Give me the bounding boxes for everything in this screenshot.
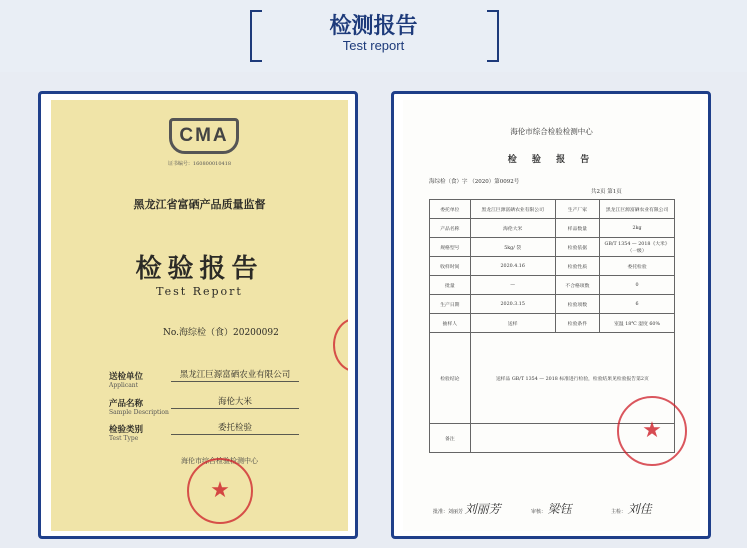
table-label-cell: 检验条件 [555,314,599,333]
certificate-title-en: Test Report [156,285,243,298]
table-value-cell: 黑龙江巨源富硒农业有限公司 [600,200,675,219]
table-label-cell: 收样时间 [430,257,471,276]
table-label-cell: 规格型号 [430,238,471,257]
report-number: 海综检（食）字 （2020）第0092号 [429,179,520,185]
approver-signature [433,500,501,517]
table-label-cell: 批量 [430,276,471,295]
certificate-cover [51,100,348,531]
red-seal-stamp [187,458,253,524]
section-subtitle: Test report [342,38,405,53]
field-label-product-en: Sample Description [109,409,169,416]
issuing-bureau: 黑龙江省富硒产品质量监督 [133,198,266,211]
inspector-sig: 刘佳 [627,502,652,516]
table-value-cell: 海伦大米 [470,219,555,238]
conclusion-text: 送样品 GB/T 1354 — 2018 标准进行检验，检验结果见检验报告第2页 [470,333,674,424]
table-value-cell: 委托检验 [600,257,675,276]
field-label-test-type-en: Test Type [109,435,139,442]
table-label-cell: 检验性质 [555,257,599,276]
section-title: 检测报告 [329,14,418,39]
seal-star-icon: ★ [642,418,662,443]
red-seal-edge [333,318,348,372]
remark-label: 备注 [430,424,471,453]
table-label-cell: 抽样人 [430,314,471,333]
cma-logo: CMA [169,118,239,154]
seal-star-icon: ★ [210,478,230,503]
report-panel [391,91,711,539]
table-row [430,314,675,333]
field-value-applicant: 黑龙江巨源富硒农业有限公司 [171,368,299,382]
field-value-test-type: 委托检验 [171,421,299,435]
reviewer-label: 审核： [531,509,547,515]
approver-sig: 刘丽芳 [464,502,501,516]
table-value-cell: GB/T 1354 — 2018《大米》（一级） [600,238,675,257]
reviewer-signature [531,500,572,517]
table-label-cell: 生产日期 [430,295,471,314]
table-label-cell: 产品名称 [430,219,471,238]
certificate-number: 证书编号：160800010418 [167,161,232,167]
report-organization: 海伦市综合检验检测中心 [510,127,593,136]
table-row [430,200,675,219]
reviewer-sig: 梁钰 [547,502,572,516]
table-value-cell: 室温 18℃ 湿度 60% [600,314,675,333]
table-row [430,276,675,295]
field-label-applicant-en: Applicant [109,382,139,389]
table-value-cell: 2kg [600,219,675,238]
table-value-cell: 2020.3.15 [470,295,555,314]
table-value-cell: 6 [600,295,675,314]
table-label-cell: 样品数量 [555,219,599,238]
conclusion-label: 检验结论 [430,333,471,424]
field-value-product: 海伦大米 [171,395,299,409]
field-label-product: 产品名称 [109,399,144,409]
inspector-label: 主检： [611,509,627,515]
table-value-cell: 2020.4.16 [470,257,555,276]
red-seal-stamp-report [617,396,687,466]
certificate-report-no: No.海综检（食）20200092 [163,328,279,338]
certificate-panel [38,91,358,539]
field-label-test-type: 检验类别 [109,425,144,435]
table-label-cell: 不合格项数 [555,276,599,295]
table-label-cell: 检验项数 [555,295,599,314]
certificate-title: 检验报告 [135,254,264,284]
report-title: 检 验 报 告 [507,155,596,165]
table-value-cell: 黑龙江巨源富硒农业有限公司 [470,200,555,219]
table-row [430,219,675,238]
table-label-cell: 生产厂家 [555,200,599,219]
report-page-count: 共2页 第1页 [591,189,622,195]
table-label-cell: 委托单位 [430,200,471,219]
table-value-cell: 0 [600,276,675,295]
table-row [430,295,675,314]
field-label-applicant: 送检单位 [109,372,144,382]
header [0,0,747,72]
table-row [430,238,675,257]
table-label-cell: 检验依据 [555,238,599,257]
approver-label: 批准：刘丽芳 [433,509,464,515]
report-page [403,100,700,531]
inspector-signature [611,500,652,517]
certificate-issuer: 海伦市综合检验检测中心 [181,457,258,465]
table-value-cell: — [470,276,555,295]
table-row [430,257,675,276]
table-value-cell: 5kg/ 袋 [470,238,555,257]
table-value-cell: 送样 [470,314,555,333]
